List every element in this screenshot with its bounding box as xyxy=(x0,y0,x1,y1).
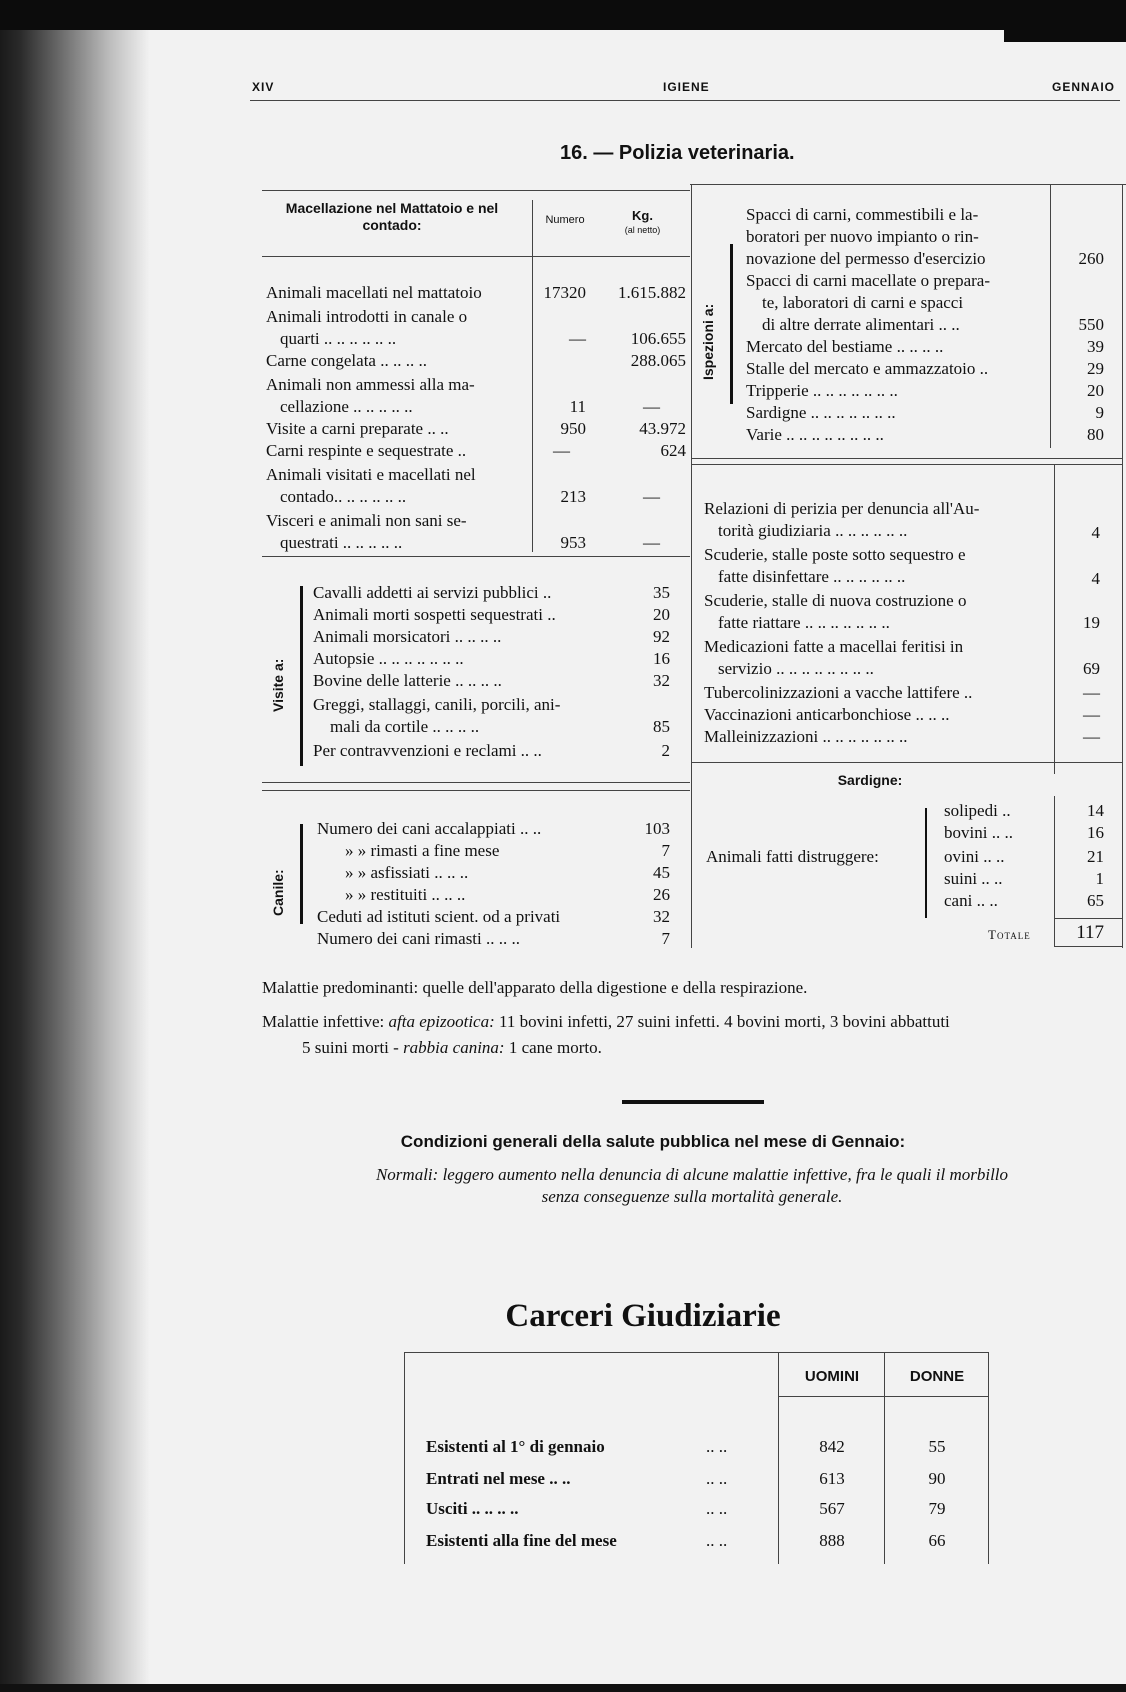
ispezioni-row-value: 260 xyxy=(1078,249,1104,268)
sardigne-row-value: 14 xyxy=(1087,801,1104,820)
scan-left-edge xyxy=(0,0,150,1692)
macellazione-row-numero: — xyxy=(569,329,586,348)
carceri-col-rule-1 xyxy=(778,1352,779,1564)
canile-row-label: Numero dei cani accalappiati .. .. xyxy=(317,819,542,838)
visite-row-value: 32 xyxy=(653,671,670,690)
canile-row-value: 7 xyxy=(661,929,670,948)
scan-top-border xyxy=(0,0,1126,30)
separator-bar xyxy=(622,1100,764,1104)
sardigne-row-value: 16 xyxy=(1087,823,1104,842)
altre-row-label: Malleinizzazioni .. .. .. .. .. .. .. xyxy=(704,727,908,746)
macellazione-row-kg: — xyxy=(643,397,660,416)
macellazione-row-kg: 288.065 xyxy=(630,351,686,370)
sardigne-row-value: 1 xyxy=(1095,869,1104,888)
ispezioni-row-value: 550 xyxy=(1078,315,1104,334)
carceri-row-label: Esistenti alla fine del mese xyxy=(426,1531,617,1550)
carceri-title: Carceri Giudiziarie xyxy=(505,1298,781,1334)
col-numero: Numero xyxy=(545,214,585,226)
ispezioni-row-label: Tripperie .. .. .. .. .. .. .. xyxy=(746,381,898,400)
macellazione-row-numero: 213 xyxy=(560,487,586,506)
visite-brace xyxy=(300,586,303,766)
macellazione-row-kg: 43.972 xyxy=(639,419,686,438)
canile-row-label: Numero dei cani rimasti .. .. .. xyxy=(317,929,521,948)
macellazione-bottom-rule xyxy=(262,556,690,557)
canile-row-label: » » restituiti .. .. .. xyxy=(345,885,466,904)
sardigne-row-label: cani .. .. xyxy=(944,891,998,910)
carceri-left-rule xyxy=(404,1352,405,1564)
macellazione-row-kg: 624 xyxy=(660,441,686,460)
canile-row-label: » » rimasti a fine mese xyxy=(345,841,500,860)
altre-row-value: — xyxy=(1083,683,1100,702)
carceri-right-rule xyxy=(988,1352,989,1564)
ispezioni-bottom-rule xyxy=(692,458,1122,459)
altre-value-divider xyxy=(1054,464,1055,774)
macellazione-row-numero: — xyxy=(553,441,570,460)
sardigne-brace xyxy=(925,808,927,918)
ispezioni-row-value: 29 xyxy=(1087,359,1104,378)
running-month: GENNAIO xyxy=(1052,80,1116,94)
sardigne-total-value: 117 xyxy=(1076,922,1104,943)
table-top-left-rule xyxy=(262,190,690,191)
sardigne-label: Animali fatti distruggere: xyxy=(706,847,879,866)
table-top-right-rule xyxy=(690,184,1126,185)
altre-row-label: Vaccinazioni anticarbonchiose .. .. .. xyxy=(704,705,950,724)
carceri-row-label: Esistenti al 1° di gennaio xyxy=(426,1437,605,1456)
condizioni-body xyxy=(262,1164,1122,1208)
sardigne-heading: Sardigne: xyxy=(837,772,903,788)
ispezioni-bottom-rule-2 xyxy=(692,464,1122,465)
canile-row-value: 103 xyxy=(644,819,670,838)
altre-row-value: 4 xyxy=(1091,523,1100,542)
carceri-row-uomini: 842 xyxy=(819,1437,845,1456)
ispezioni-row-label: boratori per nuovo impianto o rin- xyxy=(746,227,979,246)
col-kg: Kg. xyxy=(632,208,653,223)
condizioni-text-1: leggero aumento nella denuncia di alcune malattie infettive, fra le quali il morbillo xyxy=(438,1165,1009,1184)
ispezioni-row-value: 9 xyxy=(1095,403,1104,422)
sardigne-row-value: 21 xyxy=(1087,847,1104,866)
altre-row-label: Scuderie, stalle di nuova costruzione o xyxy=(704,591,967,610)
carceri-row-uomini: 567 xyxy=(819,1499,845,1518)
macellazione-row-label: Visceri e animali non sani se- xyxy=(266,511,467,530)
note-suini: 5 suini morti - xyxy=(302,1038,404,1057)
canile-label: Canile: xyxy=(270,869,286,916)
altre-row-label: servizio .. .. .. .. .. .. .. .. xyxy=(718,659,874,678)
page-number: XIV xyxy=(252,80,275,94)
carceri-col-rule-2 xyxy=(884,1352,885,1564)
carceri-row-dots: .. .. xyxy=(706,1499,728,1518)
carceri-head-rule xyxy=(778,1396,988,1397)
visite-row-value: 92 xyxy=(653,627,670,646)
sardigne-row-label: suini .. .. xyxy=(944,869,1003,888)
altre-row-label: Tubercolinizzazioni a vacche lattifere .. xyxy=(704,683,973,702)
altre-row-label: Medicazioni fatte a macellai feritisi in xyxy=(704,637,964,656)
ispezioni-brace xyxy=(730,244,733,404)
sardigne-row-label: bovini .. .. xyxy=(944,823,1013,842)
scan-top-notch xyxy=(1004,30,1126,42)
altre-row-value: 19 xyxy=(1083,613,1100,632)
macellazione-heading: Macellazione nel Mattatoio e nel contado: xyxy=(285,200,499,233)
visite-bottom-rule-2 xyxy=(262,790,690,791)
visite-row-label: Animali morti sospetti sequestrati .. xyxy=(313,605,556,624)
altre-row-label: fatte riattare .. .. .. .. .. .. .. xyxy=(718,613,890,632)
carceri-row-donne: 79 xyxy=(928,1499,946,1518)
visite-row-value: 20 xyxy=(653,605,670,624)
condizioni-lead: Normali: xyxy=(375,1165,439,1184)
note-infettive-prefix: Malattie infettive: xyxy=(262,1012,389,1031)
ispezioni-row-label: te, laboratori di carni e spacci xyxy=(762,293,964,312)
visite-row-label: Autopsie .. .. .. .. .. .. .. xyxy=(313,649,464,668)
visite-row-value: 2 xyxy=(661,741,670,760)
canile-row-value: 45 xyxy=(653,863,670,882)
ispezioni-row-value: 20 xyxy=(1087,381,1104,400)
macellazione-row-label: quarti .. .. .. .. .. .. xyxy=(280,329,397,348)
macellazione-row-label: cellazione .. .. .. .. .. xyxy=(280,397,413,416)
altre-row-label: Relazioni di perizia per denuncia all'Au- xyxy=(704,499,980,518)
running-section: IGIENE xyxy=(663,80,710,94)
sardigne-row-label: solipedi .. xyxy=(944,801,1011,820)
col-donne: DONNE xyxy=(909,1368,965,1385)
right-divider xyxy=(1122,184,1123,948)
sardigne-row-label: ovini .. .. xyxy=(944,847,1005,866)
center-divider xyxy=(691,184,692,948)
ispezioni-row-label: novazione del permesso d'esercizio xyxy=(746,249,986,268)
macellazione-row-kg: — xyxy=(643,487,660,506)
header-rule xyxy=(250,100,1120,101)
macellazione-row-label: Visite a carni preparate .. .. xyxy=(266,419,449,438)
visite-row-label: Animali morsicatori .. .. .. .. xyxy=(313,627,502,646)
macellazione-row-kg: 1.615.882 xyxy=(618,283,686,302)
visite-row-value: 85 xyxy=(653,717,670,736)
carceri-top-rule xyxy=(404,1352,988,1353)
sardigne-total-bottom-rule xyxy=(1054,946,1122,947)
macellazione-row-label: Animali macellati nel mattatoio xyxy=(266,283,482,302)
visite-row-label: Cavalli addetti ai servizi pubblici .. xyxy=(313,583,552,602)
macellazione-row-kg: 106.655 xyxy=(630,329,686,348)
macellazione-row-label: Animali visitati e macellati nel xyxy=(266,465,476,484)
visite-row-label: Bovine delle latterie .. .. .. .. xyxy=(313,671,502,690)
note-infettive xyxy=(262,1010,950,1034)
canile-row-label: » » asfissiati .. .. .. xyxy=(345,863,469,882)
carceri-row-label: Entrati nel mese .. .. xyxy=(426,1469,571,1488)
altre-row-value: — xyxy=(1083,705,1100,724)
ispezioni-row-value: 80 xyxy=(1087,425,1104,444)
ispezioni-row-label: Mercato del bestiame .. .. .. .. xyxy=(746,337,944,356)
carceri-row-label: Usciti .. .. .. .. xyxy=(426,1499,519,1518)
macellazione-row-numero: 17320 xyxy=(543,283,586,302)
ispezioni-label: Ispezioni a: xyxy=(700,303,716,380)
visite-row-value: 35 xyxy=(653,583,670,602)
visite-row-value: 16 xyxy=(653,649,670,668)
carceri-row-donne: 90 xyxy=(928,1469,946,1488)
macellazione-row-numero: 950 xyxy=(560,419,586,438)
condizioni-text-2: senza conseguenze sulla mortalità generale. xyxy=(541,1187,843,1206)
carceri-row-dots: .. .. xyxy=(706,1531,728,1550)
carceri-row-uomini: 888 xyxy=(819,1531,845,1550)
ispezioni-row-label: Spacci di carni, commestibili e la- xyxy=(746,205,979,224)
scan-bottom-border xyxy=(0,1684,1126,1692)
condizioni-title: Condizioni generali della salute pubblica nel mese di Gennaio: xyxy=(400,1132,906,1151)
canile-row-value: 7 xyxy=(661,841,670,860)
visite-label: Visite a: xyxy=(270,658,286,712)
ispezioni-value-divider xyxy=(1050,184,1051,448)
canile-row-value: 32 xyxy=(653,907,670,926)
ispezioni-row-label: di altre derrate alimentari .. .. xyxy=(762,315,960,334)
macellazione-head-rule xyxy=(262,256,690,257)
macellazione-row-label: Animali introdotti in canale o xyxy=(266,307,468,326)
altre-row-label: Scuderie, stalle poste sotto sequestro e xyxy=(704,545,966,564)
note-predominanti: Malattie predominanti: quelle dell'apparato della digestione e della respirazione. xyxy=(262,978,808,997)
macellazione-row-kg: — xyxy=(643,533,660,552)
altre-row-value: — xyxy=(1083,727,1100,746)
ispezioni-row-value: 39 xyxy=(1087,337,1104,356)
canile-row-label: Ceduti ad istituti scient. od a privati xyxy=(317,907,561,926)
col-kg-sub: (al netto) xyxy=(624,225,661,235)
col-uomini: UOMINI xyxy=(804,1368,860,1385)
sardigne-total-label: Totale xyxy=(988,927,1031,942)
macellazione-row-label: contado.. .. .. .. .. .. xyxy=(280,487,407,506)
ispezioni-row-label: Spacci di carni macellate o prepara- xyxy=(746,271,991,290)
ispezioni-row-label: Varie .. .. .. .. .. .. .. .. xyxy=(746,425,884,444)
sardigne-row-value: 65 xyxy=(1087,891,1104,910)
macellazione-row-label: Animali non ammessi alla ma- xyxy=(266,375,475,394)
carceri-row-uomini: 613 xyxy=(819,1469,845,1488)
ispezioni-row-label: Sardigne .. .. .. .. .. .. .. xyxy=(746,403,896,422)
note-infettive-cont xyxy=(302,1036,602,1060)
note-infettive-detail: 11 bovini infetti, 27 suini infetti. 4 bovini morti, 3 bovini abbattuti xyxy=(499,1012,950,1031)
altre-bottom-rule xyxy=(692,762,1122,763)
macellazione-row-numero: 11 xyxy=(569,397,586,416)
canile-brace xyxy=(300,824,303,924)
note-cane: 1 cane morto. xyxy=(508,1038,602,1057)
sardigne-value-divider xyxy=(1054,796,1055,946)
section-title: 16. — Polizia veterinaria. xyxy=(560,142,795,164)
carceri-row-dots: .. .. xyxy=(706,1437,728,1456)
macellazione-row-label: Carne congelata .. .. .. .. xyxy=(266,351,427,370)
macellazione-row-label: questrati .. .. .. .. .. xyxy=(280,533,403,552)
carceri-row-donne: 66 xyxy=(928,1531,946,1550)
altre-row-label: fatte disinfettare .. .. .. .. .. .. xyxy=(718,567,906,586)
altre-row-label: torità giudiziaria .. .. .. .. .. .. xyxy=(718,521,908,540)
altre-row-value: 4 xyxy=(1091,569,1100,588)
altre-row-value: 69 xyxy=(1083,659,1100,678)
note-afta: afta epizootica: xyxy=(388,1012,499,1031)
macellazione-row-label: Carni respinte e sequestrate .. xyxy=(266,441,467,460)
visite-bottom-rule xyxy=(262,782,690,783)
visite-row-label: Greggi, stallaggi, canili, porcili, ani- xyxy=(313,695,561,714)
carceri-row-donne: 55 xyxy=(928,1437,946,1456)
note-rabbia: rabbia canina: xyxy=(403,1038,509,1057)
canile-row-value: 26 xyxy=(653,885,670,904)
sardigne-total-rule xyxy=(1054,918,1122,919)
visite-row-label: Per contravvenzioni e reclami .. .. xyxy=(313,741,542,760)
carceri-row-dots: .. .. xyxy=(706,1469,728,1488)
visite-row-label: mali da cortile .. .. .. .. xyxy=(330,717,480,736)
macellazione-row-numero: 953 xyxy=(560,533,586,552)
ispezioni-row-label: Stalle del mercato e ammazzatoio .. xyxy=(746,359,989,378)
